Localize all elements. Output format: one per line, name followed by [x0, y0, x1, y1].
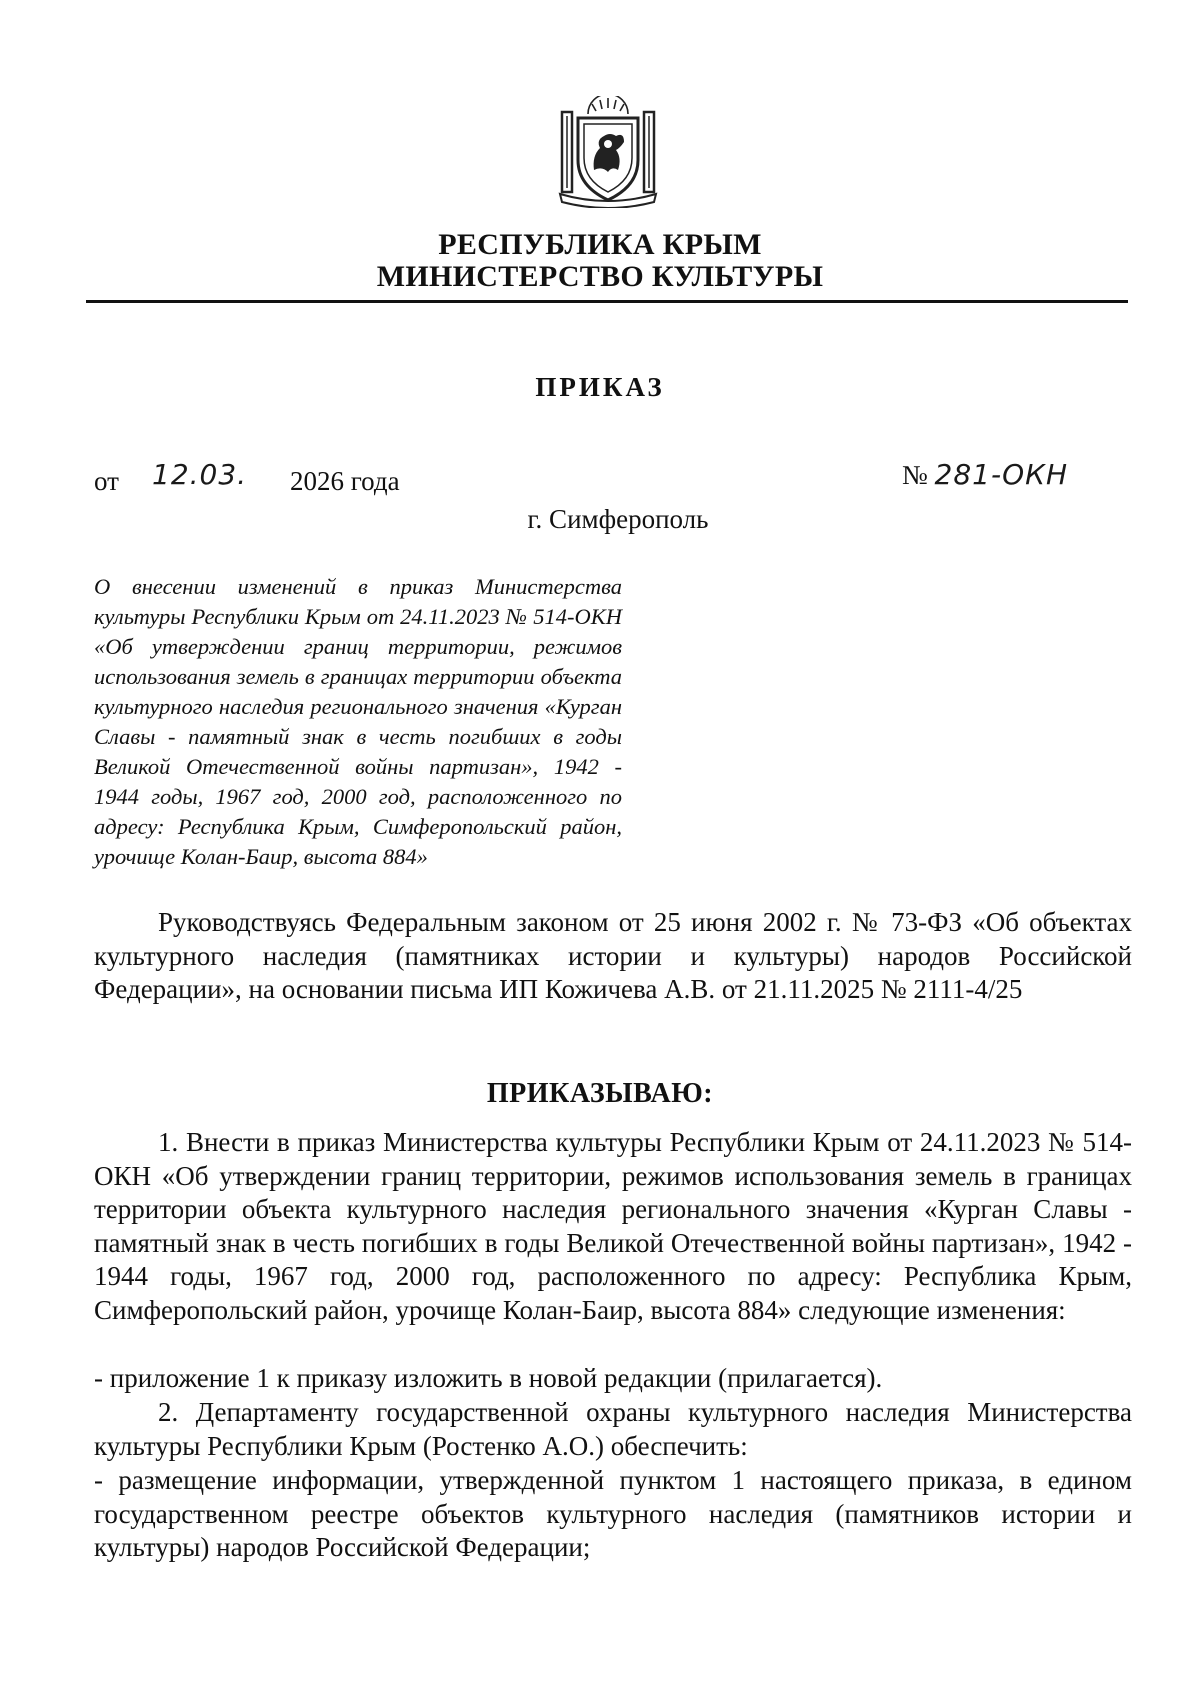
- city-name: г. Симферополь: [527, 504, 709, 534]
- item-2-paragraph: 2. Департаменту государственной охраны культурного наследия Министерства культуры Республики Крым (Ростенко А.О.) обеспечить:: [94, 1397, 1132, 1461]
- item-1-sub-paragraph: - приложение 1 к приказу изложить в новой редакции (прилагается).: [94, 1363, 883, 1393]
- item-1-paragraph: 1. Внести в приказ Министерства культуры Республики Крым от 24.11.2023 № 514-ОКН «Об утверждении границ территории, режимов использования земель в границах территории объекта культурного наследия регионального значения «Курган Славы - памятный знак в честь погибших в годы Великой Отечественной войны партизан», 1942 - 1944 годы, 1967 год, 2000 год, расположенного по адресу: Республика Крым, Симферопольский район, урочище Колан-Баир, высота 884» следующие изменения:: [94, 1127, 1132, 1325]
- header-ministry: МИНИСТЕРСТВО КУЛЬТУРЫ: [376, 260, 824, 293]
- date-prefix: от: [94, 466, 119, 496]
- subject-text: О внесении изменений в приказ Министерства культуры Республики Крым от 24.11.2023 № 514-ОКН «Об утверждении границ территории, режимов использования земель в границах территории объекта культурного наследия регионального значения «Курган Славы - памятный знак в честь погибших в годы Великой Отечественной войны партизан», 1942 - 1944 годы, 1967 год, 2000 год, расположенного по адресу: Республика Крым, Симферопольский район, урочище Колан-Баир, высота 884»: [94, 574, 622, 869]
- number-prefix: №: [902, 460, 928, 490]
- subject-block: [94, 572, 622, 872]
- header-republic: РЕСПУБЛИКА КРЫМ: [438, 228, 762, 261]
- preamble-paragraph: Руководствуясь Федеральным законом от 25 июня 2002 г. № 73-ФЗ «Об объектах культурного наследия (памятниках истории и культуры) народов Российской Федерации», на основании письма ИП Кожичева А.В. от 21.11.2025 № 2111-4/25: [94, 907, 1132, 1004]
- document-title: ПРИКАЗ: [535, 372, 665, 402]
- order-number: [902, 458, 1068, 491]
- crimea-coat-of-arms-icon: [558, 96, 658, 208]
- handwritten-number: 281-ОКН: [934, 458, 1069, 491]
- handwritten-date: 12.03.: [152, 458, 248, 491]
- city-line: [0, 504, 1200, 535]
- header-divider: [86, 300, 1128, 303]
- item-2-sub-paragraph: - размещение информации, утвержденной пунктом 1 настоящего приказа, в едином государственном реестре объектов культурного наследия (памятников истории и культуры) народов Российской Федерации;: [94, 1465, 1132, 1562]
- year-text: 2026 года: [290, 466, 400, 496]
- order-heading: ПРИКАЗЫВАЮ:: [486, 1078, 714, 1109]
